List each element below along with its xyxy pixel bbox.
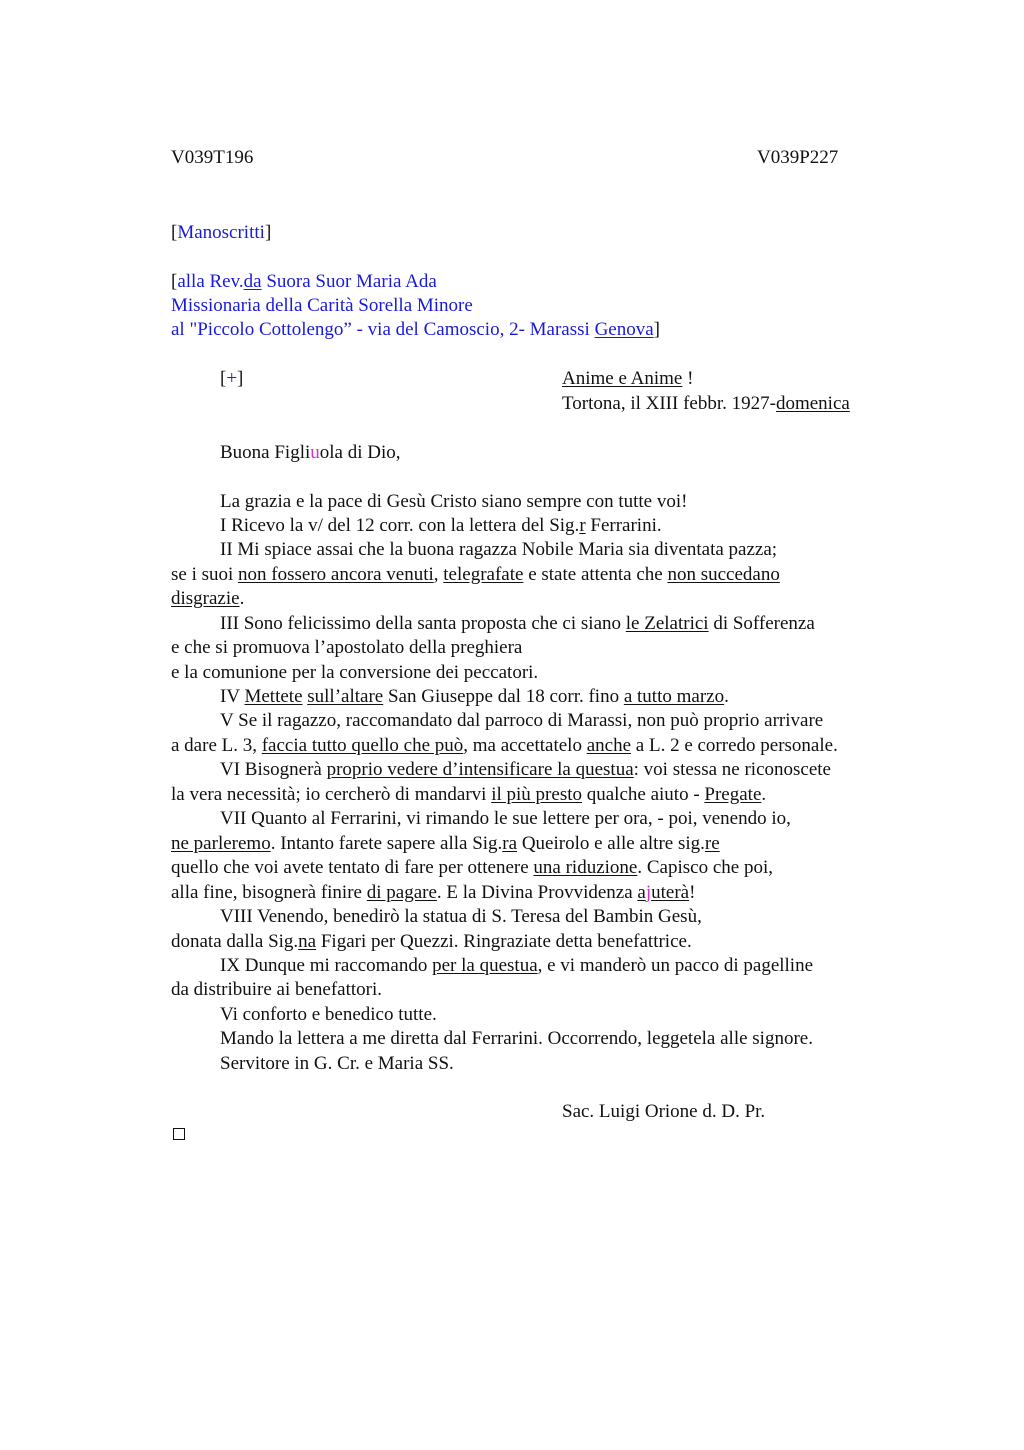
- p7-l4g: !: [689, 882, 696, 903]
- p7-l4b: di pagare: [366, 882, 437, 903]
- end-marker-box: [173, 1128, 185, 1140]
- point-6-line-2: [171, 783, 766, 807]
- address-line-1a: alla Rev.: [177, 271, 244, 292]
- p4g: .: [724, 686, 729, 707]
- point-6-line-1: [220, 758, 831, 782]
- body-greeting: La grazia e la pace di Gesù Cristo siano sempre con tutte voi!: [220, 491, 688, 512]
- point-8-line-1: VIII Venendo, benedirò la statua di S. Teresa del Bambin Gesù,: [220, 906, 702, 927]
- p7-l2d: Queirolo e alle altre sig.: [517, 833, 705, 854]
- address-line-1: [alla Rev.da Suora Suor Maria Ada: [171, 271, 437, 292]
- point-7-line-4: [171, 881, 695, 905]
- dateline-day: domenica: [775, 393, 850, 414]
- closing-line-1: Vi conforto e benedico tutte.: [220, 1004, 437, 1025]
- salutation: [220, 441, 401, 465]
- point-4: [220, 685, 729, 709]
- p6-l1b: proprio vedere d’intensificare la questua: [326, 759, 634, 780]
- point-1: [220, 514, 662, 538]
- point-2-line-1: II Mi spiace assai che la buona ragazza Nobile Maria sia diventata pazza;: [220, 539, 778, 560]
- point-5-line-1: V Se il ragazzo, raccomandato dal parroco di Marassi, non può proprio arrivare: [220, 710, 824, 731]
- point-2-line-3: [171, 587, 244, 611]
- p9-l1b: per la questua: [432, 955, 538, 976]
- point-3-line-3: e la comunione per la conversione dei peccatori.: [171, 662, 539, 683]
- p2-l2c: ,: [433, 564, 444, 585]
- p6-l1c: : voi stessa ne riconoscete: [633, 759, 831, 780]
- p1c: Ferrarini.: [585, 515, 662, 536]
- p3-l1b: le Zelatrici: [625, 613, 709, 634]
- p2-l2d: telegrafate: [443, 564, 524, 585]
- p7-l3b: una riduzione: [533, 857, 638, 878]
- address-line-1c: Suora Suor Maria Ada: [261, 271, 437, 292]
- p8-l2a: donata dalla Sig.: [171, 931, 299, 952]
- point-7-line-3: [171, 856, 773, 880]
- p2-l2e: e state attenta che: [523, 564, 668, 585]
- closing-line-2: Mando la lettera a me diretta dal Ferrarini. Occorrendo, leggetela alle signore.: [220, 1028, 813, 1049]
- p7-l4d: a: [637, 882, 646, 903]
- p7-l2e: re: [704, 833, 720, 854]
- point-3-line-2: e che si promuova l’apostolato della preghiera: [171, 637, 523, 658]
- p5-l2d: anche: [586, 735, 632, 756]
- p2-l3a: disgrazie: [171, 588, 240, 609]
- point-7-line-1: VII Quanto al Ferrarini, vi rimando le sue lettere per ora, - poi, venendo io,: [220, 808, 791, 829]
- point-7-line-2: [171, 832, 720, 856]
- motto-text: Anime e Anime: [562, 368, 683, 389]
- p6-l2c: qualche aiuto -: [582, 784, 705, 805]
- salutation-a: Buona Figli: [220, 442, 311, 463]
- document-id-right: V039P227: [757, 147, 839, 168]
- cross-mark: [+]: [220, 368, 244, 389]
- p6-l2b: il più presto: [491, 784, 582, 805]
- p5-l2a: a dare L. 3,: [171, 735, 262, 756]
- closing-line-3: Servitore in G. Cr. e Maria SS.: [220, 1053, 454, 1074]
- p4e: San Giuseppe dal 18 corr. fino: [383, 686, 624, 707]
- p7-l2b: . Intanto farete sapere alla Sig.: [270, 833, 503, 854]
- p3-l1a: III Sono felicissimo della santa proposta che ci siano: [220, 613, 626, 634]
- p6-l2e: .: [761, 784, 767, 805]
- p2-l2a: se i suoi: [171, 564, 239, 585]
- dateline: [562, 392, 850, 416]
- p9-l1c: , e vi manderò un pacco di pagelline: [537, 955, 814, 976]
- p7-l2a: ne parleremo: [171, 833, 271, 854]
- address-city: Genova: [594, 319, 654, 340]
- section-label-text: Manoscritti: [177, 222, 265, 243]
- p7-l3a: quello che voi avete tentato di fare per ottenere: [171, 857, 534, 878]
- p7-l4c: . E la Divina Provvidenza: [436, 882, 638, 903]
- section-label: [Manoscritti]: [171, 222, 272, 243]
- p5-l2b: faccia tutto quello che può: [261, 735, 464, 756]
- point-3-line-1: [220, 612, 815, 636]
- salutation-b: u: [310, 442, 320, 463]
- p1b: r: [579, 515, 586, 536]
- p6-l2a: la vera necessità; io cercherò di mandarvi: [171, 784, 492, 805]
- dateline-place: Tortona, il XIII febbr. 1927-: [562, 393, 776, 414]
- p2-l2f: non succedano: [667, 564, 780, 585]
- p6-l2d: Pregate: [704, 784, 762, 805]
- p4d: sull’altare: [307, 686, 384, 707]
- motto: [562, 367, 693, 391]
- cross-symbol: +: [226, 368, 238, 389]
- address-line-3: al "Piccolo Cottolengo” - via del Camoscio, 2- Marassi Genova]: [171, 319, 660, 340]
- p1a: I Ricevo la v/ del 12 corr. con la lettera del Sig.: [220, 515, 580, 536]
- p7-l3c: . Capisco che poi,: [637, 857, 773, 878]
- p5-l2e: a L. 2 e corredo personale.: [631, 735, 838, 756]
- p4a: IV: [220, 686, 245, 707]
- document-id-left: V039T196: [171, 147, 254, 168]
- address-line-1b: da: [243, 271, 262, 292]
- p7-l4a: alla fine, bisognerà finire: [171, 882, 367, 903]
- salutation-c: ola di Dio,: [319, 442, 401, 463]
- p2-l2b: non fossero ancora venuti: [238, 564, 434, 585]
- p8-l2b: na: [298, 931, 317, 952]
- p8-l2c: Figari per Quezzi. Ringraziate detta benefattrice.: [316, 931, 692, 952]
- signature: Sac. Luigi Orione d. D. Pr.: [562, 1101, 766, 1122]
- point-9-line-1: [220, 954, 813, 978]
- address-line-3a: al "Piccolo Cottolengo” - via del Camoscio, 2- Marassi: [171, 319, 595, 340]
- p7-l4e: j: [645, 882, 652, 903]
- point-8-line-2: [171, 930, 692, 954]
- motto-punct: !: [682, 368, 694, 389]
- p3-l1c: di Sofferenza: [708, 613, 815, 634]
- p4f: a tutto marzo: [623, 686, 725, 707]
- p7-l2c: ra: [502, 833, 518, 854]
- p2-l3b: .: [239, 588, 245, 609]
- p9-l1a: IX Dunque mi raccomando: [220, 955, 433, 976]
- p5-l2c: , ma accettatelo: [463, 735, 587, 756]
- point-2-line-2: [171, 563, 780, 587]
- p7-l4f: uterà: [651, 882, 690, 903]
- p4b: Mettete: [244, 686, 303, 707]
- p6-l1a: VI Bisognerà: [220, 759, 327, 780]
- point-9-line-2: da distribuire ai benefattori.: [171, 979, 383, 1000]
- address-line-2: Missionaria della Carità Sorella Minore: [171, 295, 473, 316]
- point-5-line-2: [171, 734, 838, 758]
